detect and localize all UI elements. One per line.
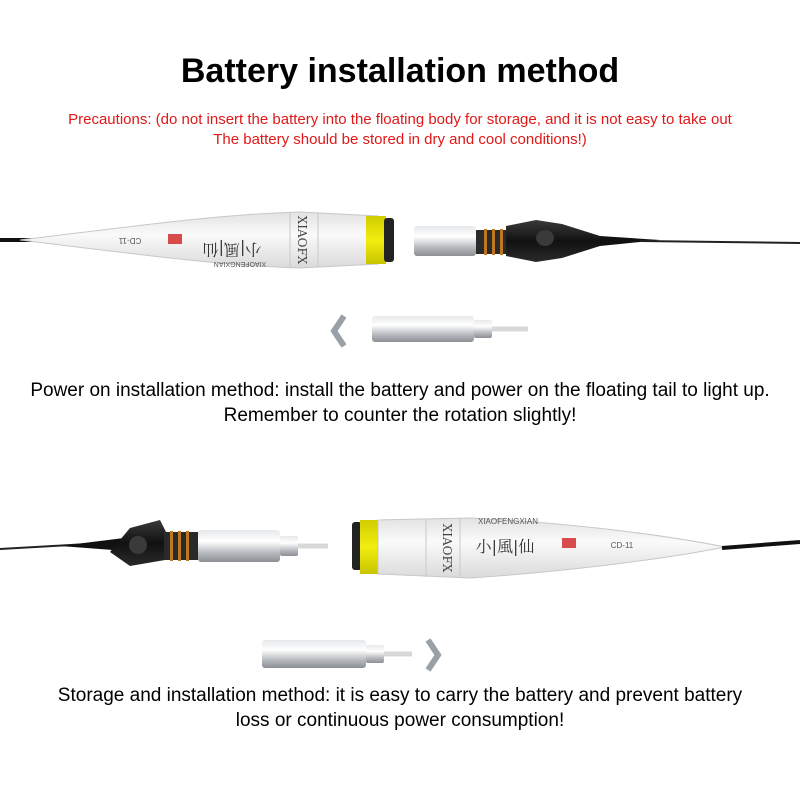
upper-float-chinese: 小|風|仙: [202, 240, 262, 259]
precaution-line-2: The battery should be stored in dry and cool conditions!): [213, 131, 587, 148]
lower-float-brand: XIAOFX: [440, 523, 454, 573]
page-title: Battery installation method: [180, 52, 620, 90]
lower-battery: [262, 640, 412, 668]
power-on-caption-line-2: Remember to counter the rotation slightly!: [223, 405, 577, 426]
lower-float-brand-full: XIAOFENGXIAN: [477, 517, 539, 526]
precaution-line-1: Precautions: (do not insert the battery into the floating body for storage, and it is not easy to take out: [68, 111, 732, 128]
upper-float-ring: [366, 216, 386, 264]
storage-caption-line-2: loss or continuous power consumption!: [235, 710, 565, 731]
storage-caption-line-1: Storage and installation method: it is easy to carry the battery and prevent battery: [57, 685, 743, 706]
upper-connector: [414, 220, 800, 262]
lower-float-chinese: 小|風|仙: [475, 537, 535, 556]
lower-connector: [0, 520, 328, 566]
chevron-right-icon: [428, 640, 438, 670]
upper-float-brand-full: XIAOFENGXIAN: [213, 260, 267, 267]
upper-float: [0, 212, 394, 268]
chevron-left-icon: [334, 316, 344, 346]
upper-float-brand: XIAOFX: [295, 215, 309, 265]
lower-float: [352, 517, 800, 578]
upper-battery: [372, 316, 528, 342]
power-on-caption-line-1: Power on installation method: install the battery and power on the floating tail to light up.: [30, 380, 770, 401]
lower-float-ring: [360, 520, 380, 574]
upper-float-model: CD-11: [118, 236, 142, 245]
lower-float-model: CD-11: [610, 541, 634, 550]
